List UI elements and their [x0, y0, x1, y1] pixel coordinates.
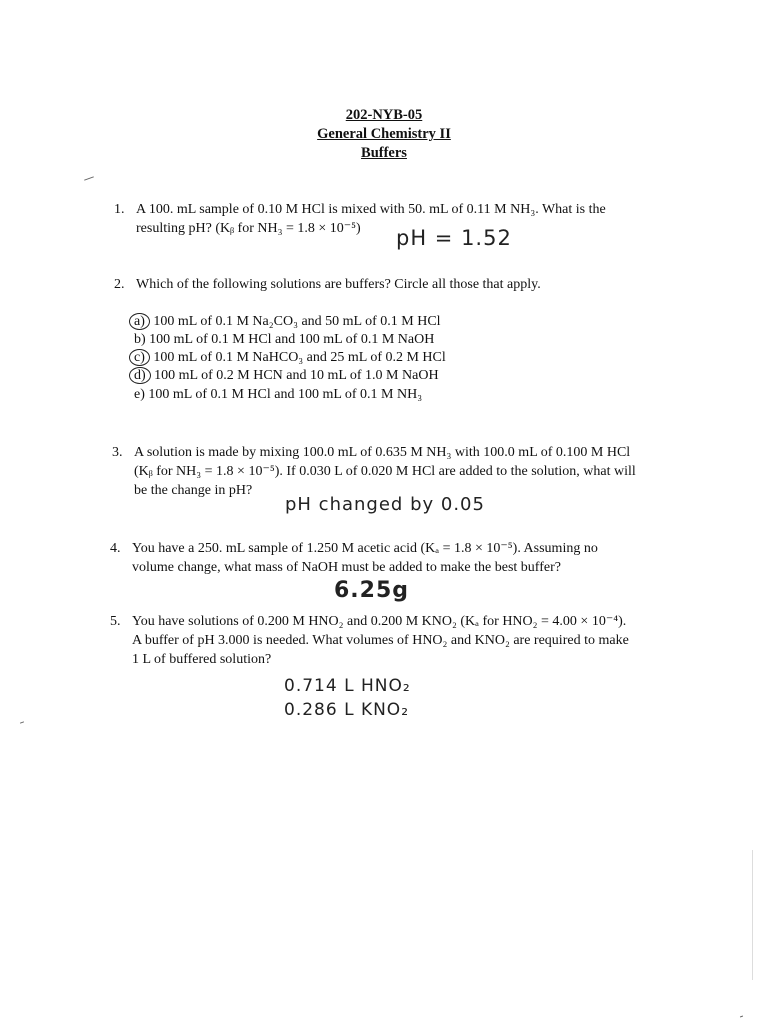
- option-letter: e): [134, 387, 145, 402]
- worksheet-header: [0, 106, 768, 163]
- question-text-line: You have solutions of 0.200 M HNO₂ and 0.200 M KNO₂ (Kₐ for HNO₂ = 4.00 × 10⁻⁴).: [132, 614, 627, 629]
- option-letter-circled: a): [129, 313, 150, 330]
- question-number: 4.: [110, 541, 121, 556]
- option-text: 100 mL of 0.1 M HCl and 100 mL of 0.1 M NH₃: [148, 387, 423, 402]
- option-text: 100 mL of 0.2 M HCN and 10 mL of 1.0 M NaOH: [154, 368, 439, 383]
- option-e: [134, 386, 422, 404]
- option-letter: b): [134, 332, 146, 347]
- question-text-line: A buffer of pH 3.000 is needed. What volumes of HNO₂ and KNO₂ are required to make: [132, 633, 629, 648]
- question-text-line: volume change, what mass of NaOH must be added to make the best buffer?: [132, 560, 561, 575]
- question-text-line: 1 L of buffered solution?: [132, 652, 272, 667]
- option-c: [134, 349, 446, 367]
- option-d: [134, 367, 439, 385]
- question-text-line: Which of the following solutions are buffers? Circle all those that apply.: [136, 277, 541, 292]
- question-number: 3.: [112, 445, 123, 460]
- course-title: General Chemistry II: [317, 126, 451, 142]
- option-letter-circled: d): [129, 367, 151, 384]
- option-text: 100 mL of 0.1 M HCl and 100 mL of 0.1 M NaOH: [149, 332, 435, 347]
- course-code: 202-NYB-05: [345, 107, 423, 123]
- scan-edge-line: [752, 850, 753, 980]
- handwritten-answer: pH changed by 0.05: [285, 494, 485, 515]
- handwritten-answer: 0.286 L KNO₂: [284, 700, 410, 720]
- question-number: 5.: [110, 614, 121, 629]
- scan-speck: [20, 721, 24, 723]
- option-text: 100 mL of 0.1 M Na₂CO₃ and 50 mL of 0.1 M HCl: [153, 314, 441, 329]
- handwritten-answer: 0.714 L HNO₂: [284, 676, 411, 696]
- option-a: [134, 313, 441, 331]
- worksheet-subtitle: Buffers: [361, 145, 407, 161]
- question-text-line: A 100. mL sample of 0.10 M HCl is mixed with 50. mL of 0.11 M NH₃. What is the: [136, 202, 606, 217]
- option-b: [134, 331, 434, 349]
- question-number: 2.: [114, 277, 125, 292]
- question-text-line: resulting pH? (Kᵦ for NH₃ = 1.8 × 10⁻⁵): [136, 221, 361, 236]
- question-text-line: be the change in pH?: [134, 483, 253, 498]
- question-text-line: You have a 250. mL sample of 1.250 M acetic acid (Kₐ = 1.8 × 10⁻⁵). Assuming no: [132, 541, 598, 556]
- scan-speck: [740, 1016, 743, 1018]
- question-text-line: (Kᵦ for NH₃ = 1.8 × 10⁻⁵). If 0.030 L of 0.020 M HCl are added to the solution, what will: [134, 464, 636, 479]
- handwritten-answer: 6.25g: [334, 578, 410, 603]
- question-text-line: A solution is made by mixing 100.0 mL of 0.635 M NH₃ with 100.0 mL of 0.100 M HCl: [134, 445, 631, 460]
- question-number: 1.: [114, 202, 125, 217]
- handwritten-answer: pH = 1.52: [396, 226, 512, 250]
- scan-speck: [84, 176, 94, 180]
- option-letter-circled: c): [129, 349, 150, 366]
- option-text: 100 mL of 0.1 M NaHCO₃ and 25 mL of 0.2 M HCl: [153, 350, 446, 365]
